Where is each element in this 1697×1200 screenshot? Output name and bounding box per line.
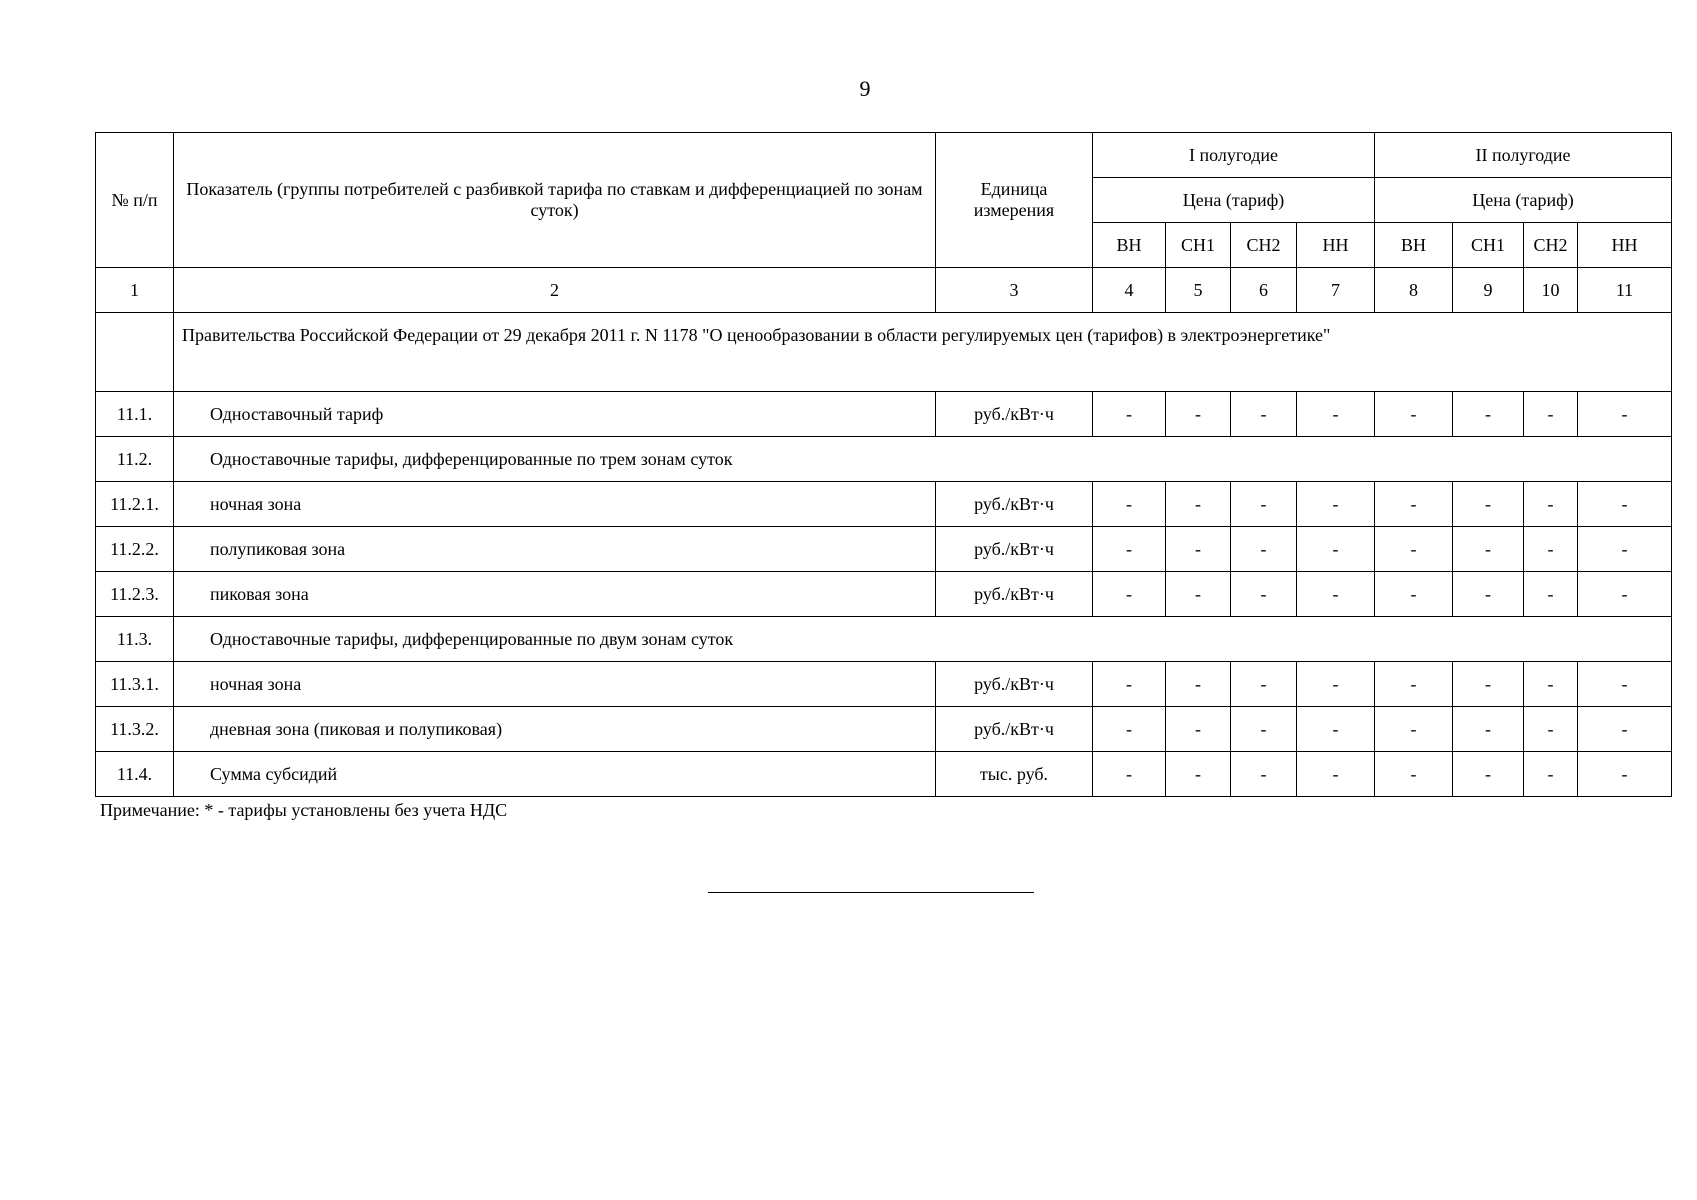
row-unit: тыс. руб. bbox=[936, 752, 1093, 797]
row-value: - bbox=[1453, 662, 1524, 707]
column-number: 8 bbox=[1375, 268, 1453, 313]
column-number: 10 bbox=[1524, 268, 1578, 313]
row-name: полупиковая зона bbox=[174, 527, 936, 572]
row-value: - bbox=[1166, 482, 1231, 527]
row-value: - bbox=[1578, 572, 1672, 617]
header-half-2: II полугодие bbox=[1375, 133, 1672, 178]
table-row bbox=[96, 752, 1672, 797]
row-value: - bbox=[1231, 707, 1297, 752]
section-no-cell bbox=[96, 313, 174, 392]
row-value: - bbox=[1297, 572, 1375, 617]
header-level: СН2 bbox=[1231, 223, 1297, 268]
table-row bbox=[96, 392, 1672, 437]
header-level: НН bbox=[1578, 223, 1672, 268]
header-indicator: Показатель (группы потребителей с разбивкой тарифа по ставкам и дифференциацией по зонам суток) bbox=[174, 133, 936, 268]
row-value: - bbox=[1093, 482, 1166, 527]
row-name: Одноставочный тариф bbox=[174, 392, 936, 437]
table-row bbox=[96, 617, 1672, 662]
row-unit: руб./кВт·ч bbox=[936, 392, 1093, 437]
row-value: - bbox=[1166, 752, 1231, 797]
row-value: - bbox=[1578, 392, 1672, 437]
row-value: - bbox=[1231, 752, 1297, 797]
row-name: ночная зона bbox=[174, 482, 936, 527]
row-no: 11.3.2. bbox=[96, 707, 174, 752]
header-unit: Единица измерения bbox=[936, 133, 1093, 268]
row-value: - bbox=[1524, 572, 1578, 617]
row-value: - bbox=[1231, 482, 1297, 527]
row-name: пиковая зона bbox=[174, 572, 936, 617]
row-name: Сумма субсидий bbox=[174, 752, 936, 797]
row-value: - bbox=[1166, 662, 1231, 707]
column-number: 1 bbox=[96, 268, 174, 313]
row-value: - bbox=[1297, 662, 1375, 707]
column-number: 2 bbox=[174, 268, 936, 313]
header-level: ВН bbox=[1375, 223, 1453, 268]
row-value: - bbox=[1453, 482, 1524, 527]
row-unit: руб./кВт·ч bbox=[936, 572, 1093, 617]
row-value: - bbox=[1231, 527, 1297, 572]
row-value: - bbox=[1453, 527, 1524, 572]
row-value: - bbox=[1231, 392, 1297, 437]
table-row bbox=[96, 572, 1672, 617]
header-no: № п/п bbox=[96, 133, 174, 268]
row-value: - bbox=[1375, 707, 1453, 752]
row-value: - bbox=[1093, 527, 1166, 572]
row-name: ночная зона bbox=[174, 662, 936, 707]
row-value: - bbox=[1375, 572, 1453, 617]
header-level: СН2 bbox=[1524, 223, 1578, 268]
row-value: - bbox=[1093, 707, 1166, 752]
row-value: - bbox=[1578, 752, 1672, 797]
row-name: дневная зона (пиковая и полупиковая) bbox=[174, 707, 936, 752]
row-no: 11.2. bbox=[96, 437, 174, 482]
row-value: - bbox=[1453, 707, 1524, 752]
row-value: - bbox=[1297, 752, 1375, 797]
row-value: - bbox=[1578, 482, 1672, 527]
row-value: - bbox=[1375, 392, 1453, 437]
table-row bbox=[96, 707, 1672, 752]
row-value: - bbox=[1375, 752, 1453, 797]
row-value: - bbox=[1578, 707, 1672, 752]
table-row bbox=[96, 437, 1672, 482]
column-number: 5 bbox=[1166, 268, 1231, 313]
row-unit: руб./кВт·ч bbox=[936, 662, 1093, 707]
table-row bbox=[96, 527, 1672, 572]
row-value: - bbox=[1524, 752, 1578, 797]
row-value: - bbox=[1375, 662, 1453, 707]
row-value: - bbox=[1297, 482, 1375, 527]
row-no: 11.4. bbox=[96, 752, 174, 797]
row-value: - bbox=[1166, 527, 1231, 572]
header-level: СН1 bbox=[1453, 223, 1524, 268]
row-value: - bbox=[1578, 527, 1672, 572]
row-value: - bbox=[1524, 482, 1578, 527]
row-value: - bbox=[1297, 392, 1375, 437]
row-no: 11.3.1. bbox=[96, 662, 174, 707]
row-name: Одноставочные тарифы, дифференцированные по двум зонам суток bbox=[174, 617, 1672, 662]
row-no: 11.2.1. bbox=[96, 482, 174, 527]
row-value: - bbox=[1375, 482, 1453, 527]
row-value: - bbox=[1524, 707, 1578, 752]
row-value: - bbox=[1093, 392, 1166, 437]
header-price-1: Цена (тариф) bbox=[1093, 178, 1375, 223]
page-number: 9 bbox=[859, 76, 871, 101]
header-price-2: Цена (тариф) bbox=[1375, 178, 1672, 223]
row-value: - bbox=[1231, 662, 1297, 707]
header-level: НН bbox=[1297, 223, 1375, 268]
row-unit: руб./кВт·ч bbox=[936, 482, 1093, 527]
row-value: - bbox=[1297, 707, 1375, 752]
row-unit: руб./кВт·ч bbox=[936, 527, 1093, 572]
row-value: - bbox=[1093, 752, 1166, 797]
row-value: - bbox=[1166, 392, 1231, 437]
row-value: - bbox=[1524, 662, 1578, 707]
row-value: - bbox=[1166, 707, 1231, 752]
row-value: - bbox=[1524, 527, 1578, 572]
column-number: 11 bbox=[1578, 268, 1672, 313]
row-value: - bbox=[1093, 662, 1166, 707]
column-number: 7 bbox=[1297, 268, 1375, 313]
row-no: 11.2.2. bbox=[96, 527, 174, 572]
row-value: - bbox=[1453, 752, 1524, 797]
footnote: Примечание: * - тарифы установлены без учета НДС bbox=[100, 800, 508, 820]
row-no: 11.2.3. bbox=[96, 572, 174, 617]
column-number: 3 bbox=[936, 268, 1093, 313]
row-value: - bbox=[1297, 527, 1375, 572]
row-no: 11.1. bbox=[96, 392, 174, 437]
row-value: - bbox=[1166, 572, 1231, 617]
row-value: - bbox=[1578, 662, 1672, 707]
table-row bbox=[96, 662, 1672, 707]
row-value: - bbox=[1524, 392, 1578, 437]
header-level: СН1 bbox=[1166, 223, 1231, 268]
column-number: 6 bbox=[1231, 268, 1297, 313]
row-value: - bbox=[1453, 392, 1524, 437]
tariff-table bbox=[95, 132, 1672, 797]
header-level: ВН bbox=[1093, 223, 1166, 268]
section-text: Правительства Российской Федерации от 29 декабря 2011 г. N 1178 "О ценообразовании в области регулируемых цен (тарифов) в электроэнергетике" bbox=[174, 313, 1672, 392]
header-half-1: I полугодие bbox=[1093, 133, 1375, 178]
row-unit: руб./кВт·ч bbox=[936, 707, 1093, 752]
column-number: 4 bbox=[1093, 268, 1166, 313]
row-value: - bbox=[1231, 572, 1297, 617]
table-row bbox=[96, 482, 1672, 527]
row-name: Одноставочные тарифы, дифференцированные по трем зонам суток bbox=[174, 437, 1672, 482]
row-no: 11.3. bbox=[96, 617, 174, 662]
row-value: - bbox=[1375, 527, 1453, 572]
closing-rule bbox=[708, 892, 1034, 893]
column-number: 9 bbox=[1453, 268, 1524, 313]
row-value: - bbox=[1453, 572, 1524, 617]
row-value: - bbox=[1093, 572, 1166, 617]
